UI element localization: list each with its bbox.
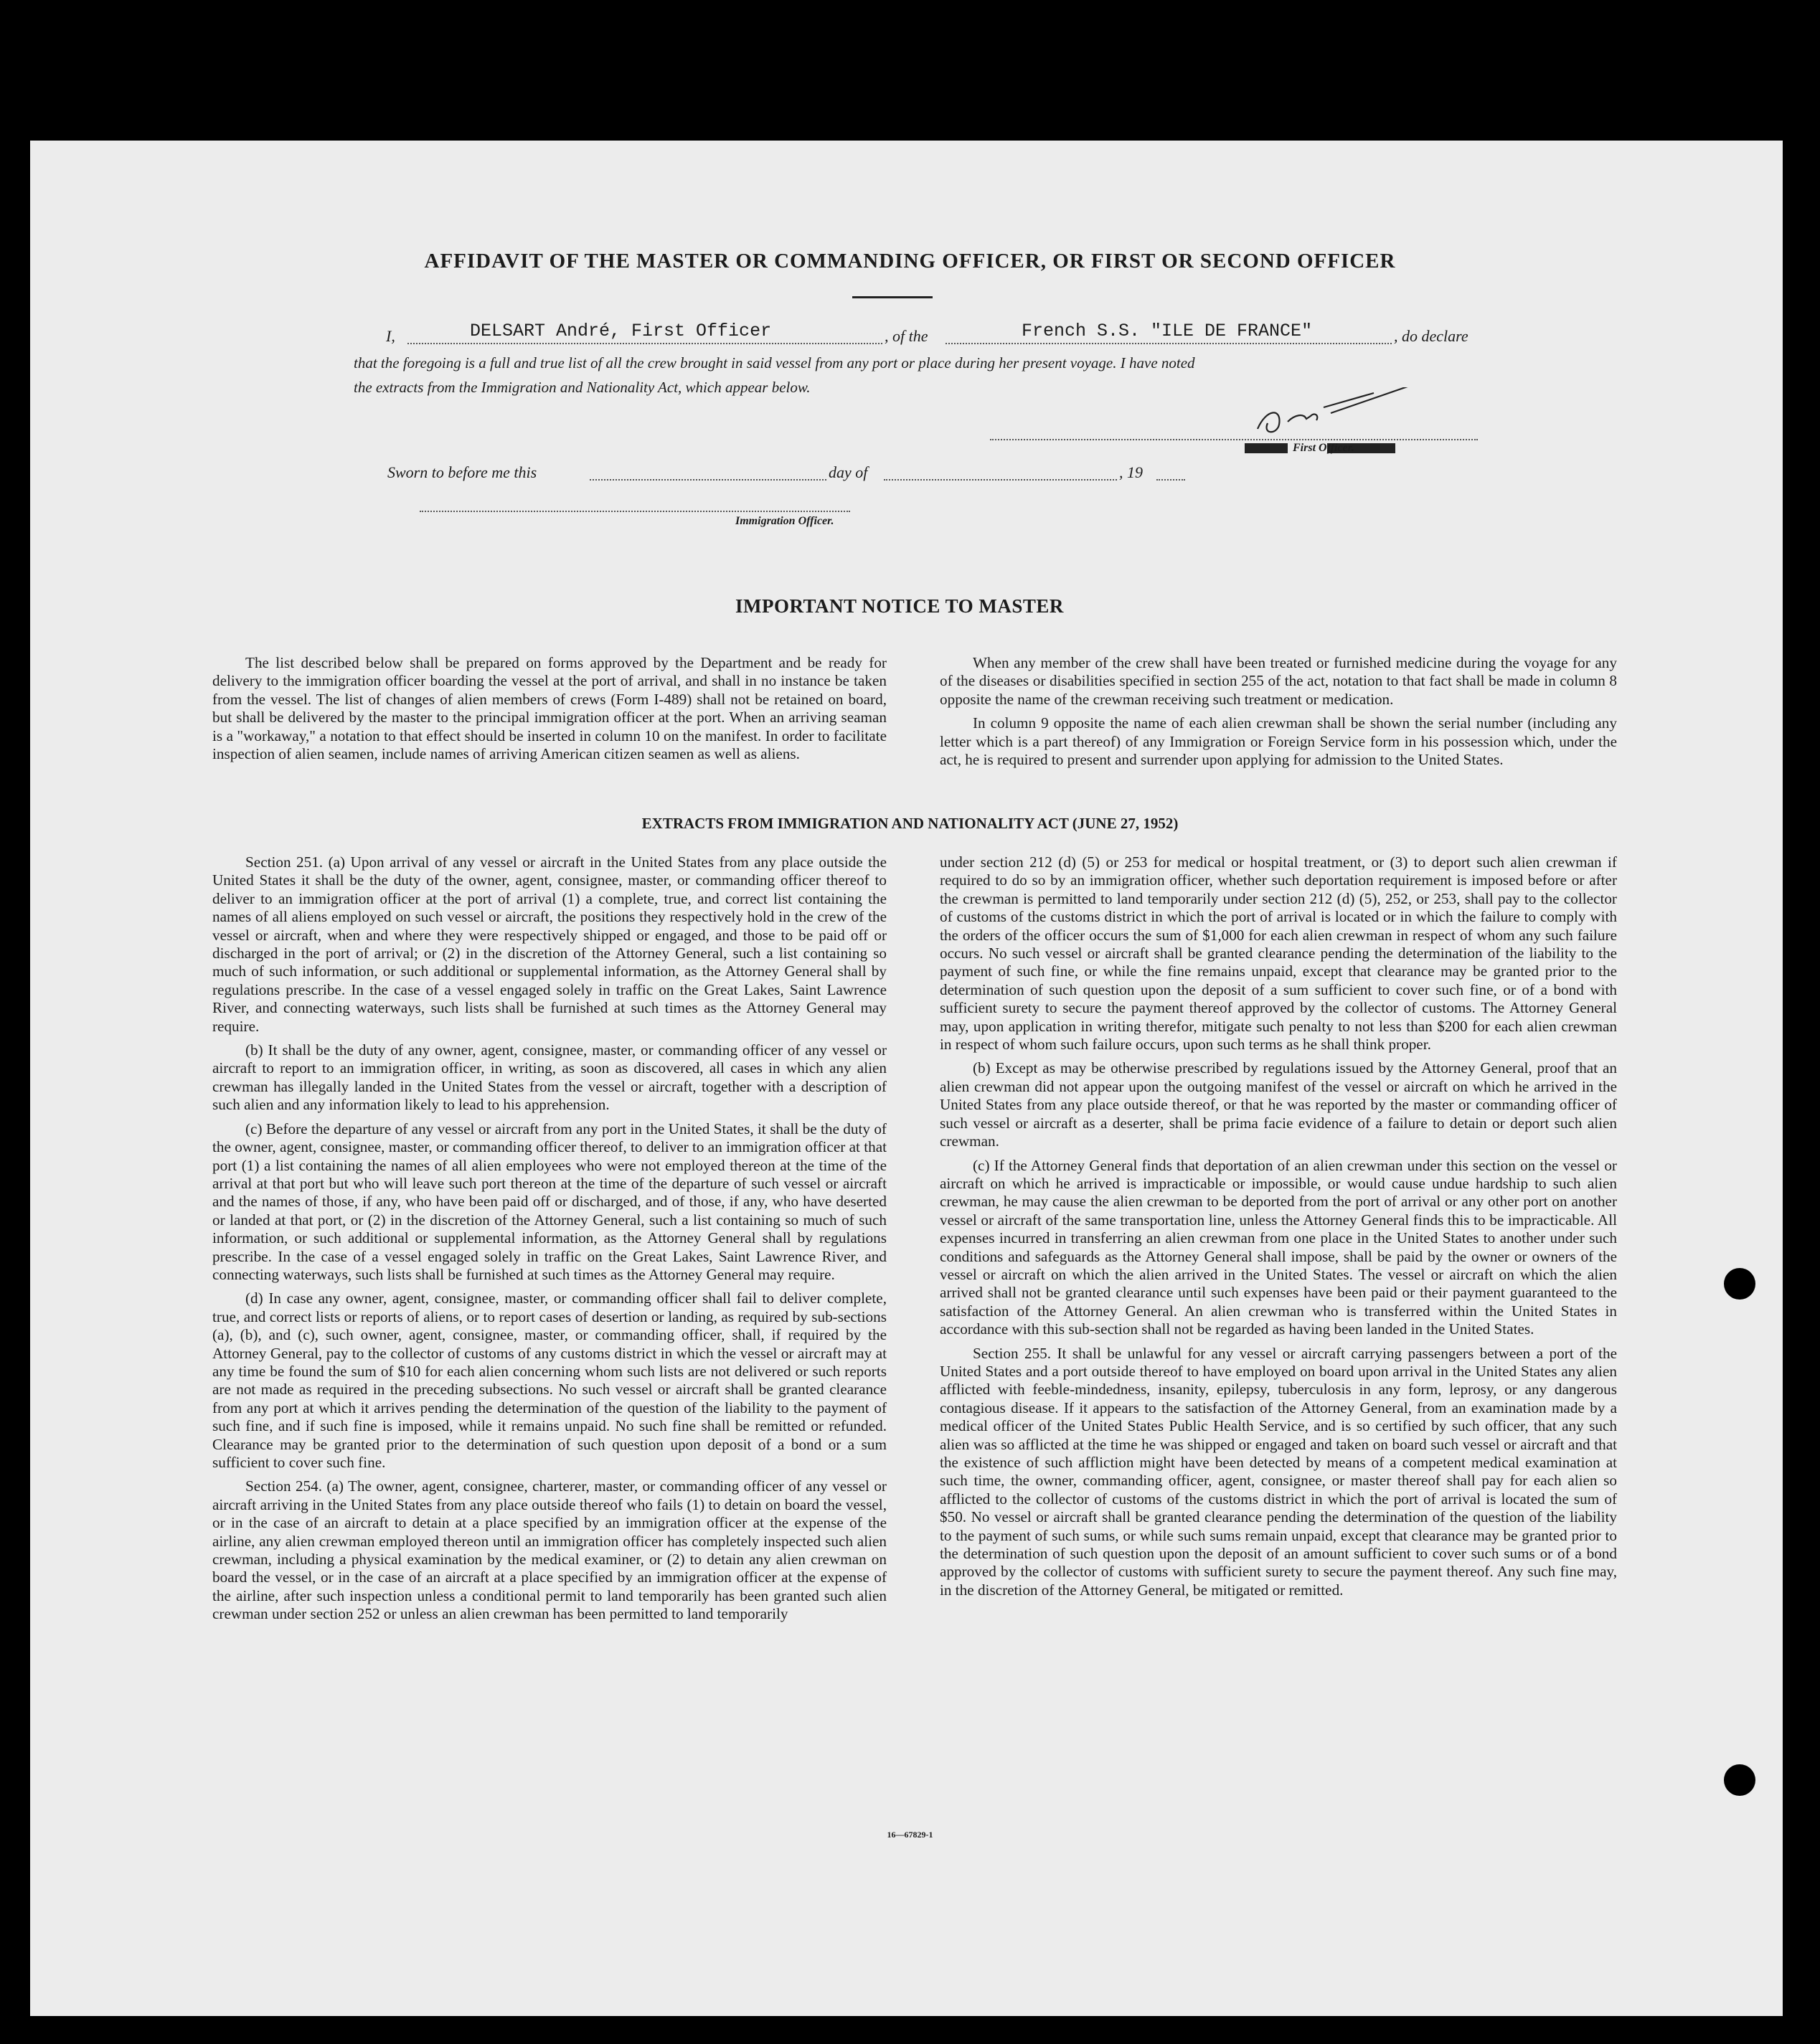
section-254-a: Section 254. (a) The owner, agent, consignee, charterer, master, or commanding officer of any vessel or aircraft arriving in the United States from any place outside thereof who fails (1) to detain on board the vessel, or in the case of an aircraft to detain at a place specified by an immigration officer at the expense of the airline, any alien crewman employed thereon until an immigration officer has completely inspected such alien crewman, including a physical examination by the medical examiner, or (2) to detain any alien crewman on board the vessel, or in the case of an aircraft at a place specified by an immigration officer at the expense of the airline, after such inspection unless a conditional permit to land temporarily has been granted such alien crewman under section 252 or unless an alien crewman has been permitted to land temporarily xyxy=(212,1477,887,1623)
extracts-title: EXTRACTS FROM IMMIGRATION AND NATIONALITY ACT (JUNE 27, 1952) xyxy=(641,815,1179,832)
declaration-of-label: , of the xyxy=(885,327,928,345)
sworn-year-label: , 19 xyxy=(1119,463,1143,481)
notice-paragraph: In column 9 opposite the name of each alien crewman shall be shown the serial number (including any letter which is a part thereof) of any Immigration or Foreign Service form in his possession which, under the act, he is required to present and surrender upon applying for admission to the United States. xyxy=(940,714,1617,769)
section-254-b: (b) Except as may be otherwise prescribed by regulations issued by the Attorney General, proof that an alien crewman did not appear upon the outgoing manifest of the vessel or aircraft on which he arrived in the United States from any place outside thereof, or that he was reported by the master or commanding officer of such vessel or aircraft as a deserter, shall be prima facie evidence of a failure to detain or deport such alien crewman. xyxy=(940,1059,1617,1150)
signature-blank-line xyxy=(990,439,1478,440)
notice-right-column xyxy=(940,654,1617,775)
declaration-declare-label: , do declare xyxy=(1394,327,1468,345)
punch-hole xyxy=(1724,1268,1755,1300)
sworn-year-blank xyxy=(1156,479,1185,481)
extracts-left-column xyxy=(212,853,887,1629)
section-251-a: Section 251. (a) Upon arrival of any vessel or aircraft in the United States from any place outside the United States it shall be the duty of the owner, agent, consignee, master, or commanding officer thereof to deliver to an immigration officer at the port of arrival (1) a complete, true, and correct list containing the names of all aliens employed on such vessel or aircraft, the positions they respectively hold in the crew of the vessel or aircraft, when and where they were respectively shipped or engaged, and those to be paid off or discharged in the port of arrival; or (2) in the discretion of the Attorney General, such a list containing so much of such information, or such additional or supplemental information, as the Attorney General shall by regulations prescribe. In the case of a vessel engaged solely in traffic on the Great Lakes, Saint Lawrence River, and connecting waterways, such lists shall be furnished at such times as the Attorney General may require. xyxy=(212,853,887,1035)
vessel-name-field: French S.S. "ILE DE FRANCE" xyxy=(1022,321,1313,341)
section-255: Section 255. It shall be unlawful for any vessel or aircraft carrying passengers between a port of the United States and a port outside thereof to have employed on board upon arrival in the United States any alien afflicted with feeble-mindedness, insanity, epilepsy, tuberculosis in any form, leprosy, or any dangerous contagious disease. If it appears to the satisfaction of the Attorney General, from an examination made by a medical officer of the United States Public Health Service, and is so certified by such officer, that any such alien was so afflicted at the time he was shipped or engaged and taken on board such vessel or aircraft and that the existence of such affliction might have been detected by means of a competent medical examination at such time, the owner, commanding officer, agent, consignee, or master thereof shall pay for each alien so afflicted to the collector of customs of the customs district in which the port of arrival is located the sum of $50. No vessel or aircraft shall be granted clearance pending the determination of the question of the liability to the payment of such sums, or while such sums remain unpaid, except that clearance may be granted prior to the determination of such question upon the deposit of an amount sufficient to cover such sums or of a bond approved by the collector of customs with sufficient surety to secure the payment thereof. Any such fine may, in the discretion of the Attorney General, be mitigated or remitted. xyxy=(940,1344,1617,1599)
declaration-line-2: that the foregoing is a full and true list of all the crew brought in said vessel from any port or place during her present voyage. I have noted xyxy=(354,354,1195,372)
sworn-prefix: Sworn to before me this xyxy=(387,463,537,481)
section-251-b: (b) It shall be the duty of any owner, agent, consignee, master, or commanding officer of any vessel or aircraft to report to an immigration officer, in writing, as soon as discovered, all cases in which any alien crewman has illegally landed in the United States from the vessel or aircraft, together with a description of such alien and any information likely to lead to his apprehension. xyxy=(212,1041,887,1114)
section-251-d: (d) In case any owner, agent, consignee, master, or commanding officer shall fail to deliver complete, true, and correct lists or reports of aliens, or to report cases of desertion or landing, as required by sub-sections (a), (b), and (c), such owner, agent, consignee, master, or commanding officer, shall, if required by the Attorney General, pay to the collector of customs of any customs district in which the vessel or aircraft may at any time be found the sum of $10 for each alien concerning whom such lists are not delivered or such reports are not made as required in the preceding subsections. No such vessel or aircraft shall be granted clearance from any port at which it arrives pending the determination of the question of the liability to the payment of such fine, and if such fine is imposed, while it remains unpaid. No such fine shall be remitted or refunded. Clearance may be granted prior to the determination of such question upon deposit of a bond or a sum sufficient to cover such fine. xyxy=(212,1290,887,1471)
notice-paragraph: When any member of the crew shall have been treated or furnished medicine during the voyage for any of the diseases or disabilities specified in section 255 of the act, notation to that fact shall be made in column 8 opposite the name of the crewman receiving such treatment or medication. xyxy=(940,654,1617,708)
immigration-officer-caption: Immigration Officer. xyxy=(735,515,834,527)
section-254-c: (c) If the Attorney General finds that deportation of an alien crewman under this section on the vessel or aircraft on which he arrived is impracticable or impossible, or would cause undue hardship to such alien crewman, he may cause the alien crewman to be deported from the port of arrival or any other port on another vessel or aircraft of the same transportation line, unless the Attorney General finds this to be impracticable. All expenses incurred in transferring an alien crewman from one place in the United States to another under such conditions and safeguards as the Attorney General shall impose, shall be paid by the owner or owners of the vessel or aircraft on which the alien arrived in the United States. The vessel or aircraft on which the alien arrived shall not be granted clearance until such expenses have been paid or their payment guaranteed to the satisfaction of the Attorney General. An alien crewman who is transferred within the United States in accordance with this sub-section shall not be regarded as having been landed in the United States. xyxy=(940,1156,1617,1338)
section-251-c: (c) Before the departure of any vessel or aircraft from any port in the United States, it shall be the duty of the owner, agent, consignee, master, or commanding officer thereof, to deliver to an immigration officer at that port (1) a list containing the names of all alien employees who were not employed thereon at the time of the arrival at that port but who will leave such port thereon at the time of the departure of such vessel or aircraft and the names of those, if any, who have been paid off or discharged, and of those, if any, who have deserted or landed at that port, or (2) in the discretion of the Attorney General, such a list containing so much of such information, or such additional or supplemental information, as the Attorney General shall by regulations prescribe. In the case of a vessel engaged solely in traffic on the Great Lakes, Saint Lawrence River, and connecting waterways, such lists shall be furnished at such times as the Attorney General may require. xyxy=(212,1120,887,1283)
declaration-line-3: the extracts from the Immigration and Nationality Act, which appear below. xyxy=(354,379,811,396)
notice-paragraph: The list described below shall be prepared on forms approved by the Department and be ready for delivery to the immigration officer boarding the vessel at the port of arrival, and shall in no instance be taken from the vessel. The list of changes of alien members of crews (Form I-489) shall not be retained on board, but shall be delivered by the master to the principal immigration officer at the port. When an arriving seaman is a "workaway," a notation to that effect should be inserted in column 10 on the manifest. In order to facilitate inspection of alien seamen, include names of arriving American citizen seamen as well as aliens. xyxy=(212,654,887,763)
sworn-day-of-label: day of xyxy=(829,463,868,481)
form-number: 16—67829-1 xyxy=(887,1830,933,1840)
signature-caption: First Officer. xyxy=(1293,442,1354,454)
punch-hole xyxy=(1724,1764,1755,1796)
name-blank-line xyxy=(407,343,882,344)
officer-signature-blank xyxy=(420,511,850,512)
struck-out-word xyxy=(1245,443,1288,453)
notice-title: IMPORTANT NOTICE TO MASTER xyxy=(735,595,1064,617)
declarant-name-field: DELSART André, First Officer xyxy=(470,321,772,341)
extracts-right-column xyxy=(940,853,1617,1605)
declaration-i-label: I, xyxy=(386,327,395,345)
vessel-blank-line xyxy=(946,343,1392,344)
affidavit-heading: AFFIDAVIT OF THE MASTER OR COMMANDING OFFICER, OR FIRST OR SECOND OFFICER xyxy=(424,250,1396,273)
sworn-day-blank xyxy=(590,479,826,481)
heading-rule xyxy=(852,296,933,298)
handwritten-signature xyxy=(1245,387,1431,445)
section-254-a-continued: under section 212 (d) (5) or 253 for medical or hospital treatment, or (3) to deport such alien crewman if required to do so by an immigration officer, whether such deportation requirement is imposed before or after the crewman is permitted to land temporarily under section 212 (d) (5), 252, or 253, shall pay to the collector of customs of the customs district in which the port of arrival is located or in which the failure to comply with the orders of the officer occurs the sum of $1,000 for each alien crewman in respect of whom any such failure occurs. No such vessel or aircraft shall be granted clearance pending the determination of the liability to the payment of such fine, or while the fine remains unpaid, except that clearance may be granted prior to the determination of such question upon the deposit of a sum sufficient to cover such fine, or of a bond with sufficient surety to secure the payment thereof approved by the collector of customs. The Attorney General may, upon application in writing therefor, mitigate such penalty to not less than $200 for each alien crewman in respect of whom such failure occurs, upon such terms as he shall think proper. xyxy=(940,853,1617,1054)
notice-left-column xyxy=(212,654,887,769)
sworn-month-blank xyxy=(884,479,1117,481)
